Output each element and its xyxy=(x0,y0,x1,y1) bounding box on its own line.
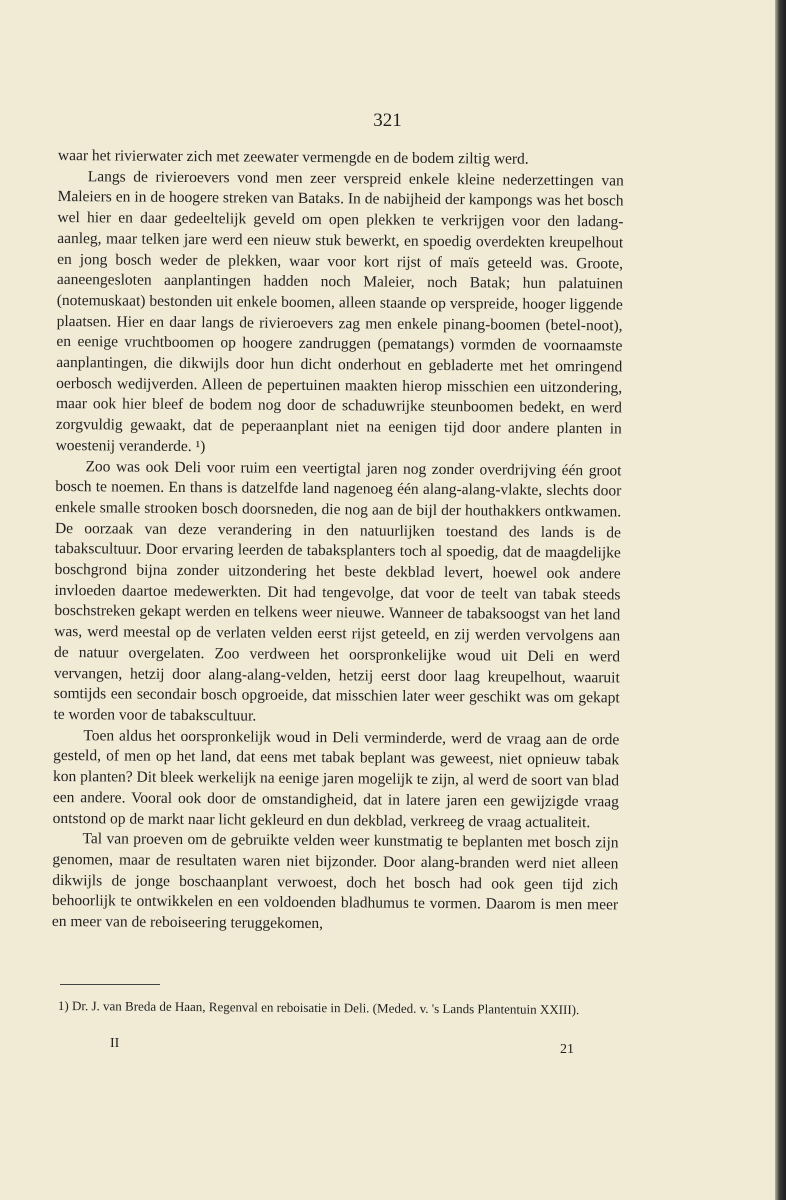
paragraph: Tal van proeven om de gebruikte velden weer kunstmatig te beplanten met bosch zijn genomen, maar de resultaten waren niet bijzonder. Door alang-branden werd niet alleen dikwijls de jonge boschaanplant verwoest, doch het bosch had ook geen tijd zich behoorlijk te ontwikkelen en een voldoenden bladhumus te vormen. Daarom is men meer en meer van de reboiseering teruggekomen, xyxy=(51,830,619,933)
paragraph: Zoo was ook Deli voor ruim een veertigtal jaren nog zonder overdrijving één groot bosch te noemen. En thans is datzelfde land nagenoeg één alang-alang-vlakte, slechts door enkele smalle strooken bosch doorsneden, die nog aan de bijl der houthakkers ontkwamen. De oorzaak van deze verandering in den natuurlijken toestand des lands is de tabakscultuur. Door ervaring leerden de tabaksplanters toch al spoedig, dat de maagdelijke boschgrond bijna zonder uitzondering het beste dekblad levert, hoewel ook andere invloeden daartoe medewerkten. Dit had tengevolge, dat voor de teelt van tabak steeds boschstreken gekapt werden en telkens weer nieuwe. Wanneer de tabaksoogst van het land was, werd meestal op de verlaten velden eerst rijst geteeld, en zij werden vervolgens aan de natuur overgelaten. Zoo verdween het oorspronkelijke woud uit Deli en werd vervangen, hetzij door alang-alang-velden, hetzij eerst door laag kreupelhout, waaruit somtijds een secondair bosch opgroeide, dat misschien later weer geschikt was om gekapt te worden voor de tabakscultuur. xyxy=(53,457,622,725)
paragraph: Toen aldus het oorspronkelijk woud in Deli verminderde, werd de vraag aan de orde gesteld, of men op het land, dat eens met tabak beplant was geweest, niet opnieuw tabak kon planten? Dit bleek werkelijk na eenige jaren mogelijk te zijn, al werd de soort van blad een andere. Vooral ook door de omstandigheid, dat in latere jaren een gewijzigde vraag ontstond op de markt naar licht gekleurd en dun dekblad, verkreeg de vraag actualiteit. xyxy=(52,726,620,831)
paragraph: waar het rivierwater zich met zeewater vermengde en de bodem ziltig werd. xyxy=(57,146,529,168)
body-text xyxy=(52,146,624,937)
page-number: 321 xyxy=(373,110,402,131)
signature-mark-left: II xyxy=(110,1036,120,1051)
page-edge xyxy=(775,0,786,1200)
footnote: 1) Dr. J. van Breda de Haan, Regenval en reboisatie in Deli. (Meded. v. 's Lands Plantentuin XXIII). xyxy=(57,997,580,1018)
footnote-divider xyxy=(60,984,160,985)
paragraph: Langs de rivieroevers vond men zeer verspreid enkele kleine nederzettingen van Maleiers en in de hoogere streken van Bataks. In de nabijheid der kampongs was het bosch wel hier en daar gedeeltelijk geveld om open plekken te verkrijgen voor den ladang-aanleg, maar telken jare werd een nieuw stuk bewerkt, en spoedig overdekten kreupelhout en jong bosch weder de plekken, waar voor kort rijst of maïs geteeld was. Groote, aaneengesloten aanplantingen hadden noch Maleier, noch Batak; hun palatuinen (notemuskaat) bestonden uit enkele boomen, alleen staande op verspreide, hooger liggende plaatsen. Hier en daar langs de rivieroevers zag men enkele pinang-boomen (betel-noot), en eenige vruchtboomen op hoogere zandruggen (pematangs) vormden de voornaamste aanplantingen, die dikwijls door hun dicht onderhout en gebladerte met het omringend oerbosch wedijverden. Alleen de pepertuinen maakten hierop misschien een uitzondering, maar ook hier bleef de bodem nog door de schaduwrijke steunboomen bedekt, en werd zorgvuldig gewaakt, dat de peperaanplant niet na eenigen tijd door andere planten in woestenij veranderde. ¹) xyxy=(55,167,624,456)
signature-mark-right: 21 xyxy=(560,1042,574,1057)
